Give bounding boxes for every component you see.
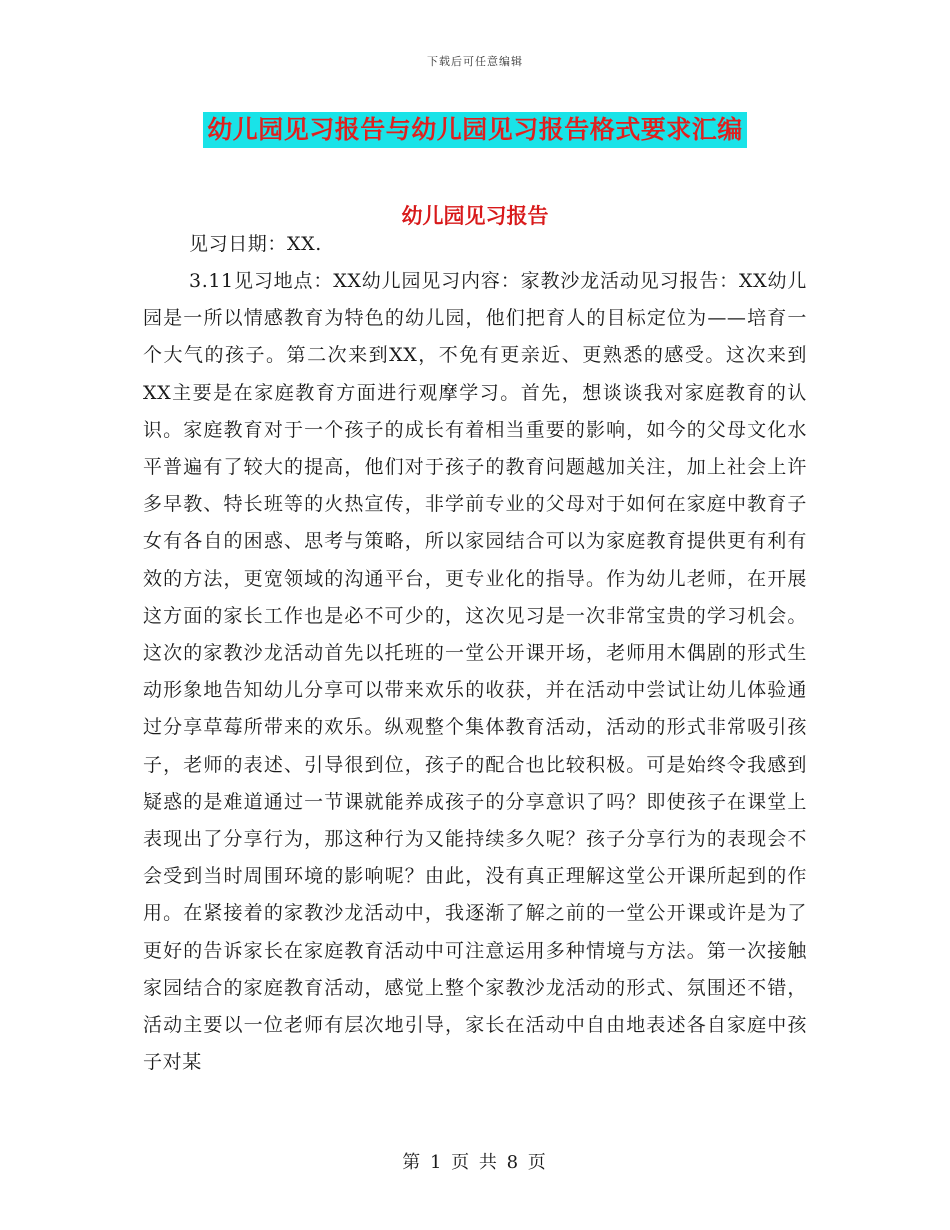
document-title: 幼儿园见习报告与幼儿园见习报告格式要求汇编 [203, 112, 747, 148]
page-number: 第 1 页 共 8 页 [402, 1152, 548, 1173]
date-line: 见习日期：XX. [189, 233, 322, 255]
main-title-wrap [0, 112, 950, 148]
body-paragraph: 3.11见习地点：XX幼儿园见习内容：家教沙龙活动见习报告：XX幼儿园是一所以情感教育为特色的幼儿园，他们把育人的目标定位为——培育一个大气的孩子。第二次来到XX，不免有更亲近、更熟悉的感受。这次来到XX主要是在家庭教育方面进行观摩学习。首先，想谈谈我对家庭教育的认识。家庭教育对于一个孩子的成长有着相当重要的影响，如今的父母文化水平普遍有了较大的提高，他们对于孩子的教育问题越加关注，加上社会上许多早教、特长班等的火热宣传，非学前专业的父母对于如何在家庭中教育子女有各自的困惑、思考与策略，所以家园结合可以为家庭教育提供更有利有效的方法，更宽领域的沟通平台，更专业化的指导。作为幼儿老师，在开展这方面的家长工作也是必不可少的，这次见习是一次非常宝贵的学习机会。这次的家教沙龙活动首先以托班的一堂公开课开场，老师用木偶剧的形式生动形象地告知幼儿分享可以带来欢乐的收获，并在活动中尝试让幼儿体验通过分享草莓所带来的欢乐。纵观整个集体教育活动，活动的形式非常吸引孩子，老师的表述、引导很到位，孩子的配合也比较积极。可是始终令我感到疑惑的是难道通过一节课就能养成孩子的分享意识了吗？即使孩子在课堂上表现出了分享行为，那这种行为又能持续多久呢？孩子分享行为的表现会不会受到当时周围环境的影响呢？由此，没有真正理解这堂公开课所起到的作用。在紧接着的家教沙龙活动中，我逐渐了解之前的一堂公开课或许是为了更好的告诉家长在家庭教育活动中可注意运用多种情境与方法。第一次接触家园结合的家庭教育活动，感觉上整个家教沙龙活动的形式、氛围还不错，活动主要以一位老师有层次地引导，家长在活动中自由地表述各自家庭中孩子对某 [143, 270, 807, 1074]
section-title: 幼儿园见习报告 [401, 204, 549, 228]
header-note: 下载后可任意编辑 [427, 55, 523, 68]
